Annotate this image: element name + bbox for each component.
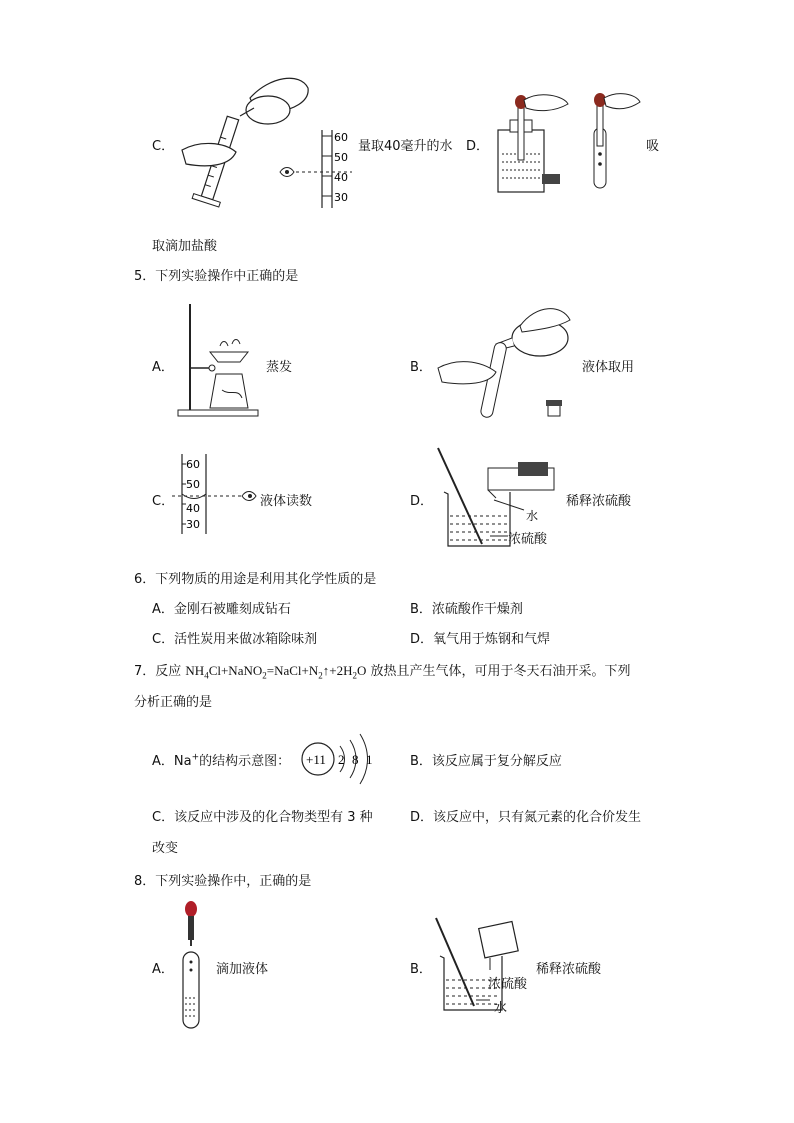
liquid-reading-figure <box>172 452 260 536</box>
evaporation-figure <box>176 300 260 418</box>
q4-c-caption: 量取40毫升的水 <box>358 139 453 154</box>
q8-b-caption: 稀释浓硫酸 <box>536 962 602 977</box>
q4-scale-60: 60 <box>334 131 348 144</box>
q5-scale-60: 60 <box>186 458 200 471</box>
q5-c-caption: 液体读数 <box>260 494 313 509</box>
q7-option-d-line2: 改变 <box>152 841 179 856</box>
q7-option-a: A．Na+的结构示意图： <box>152 752 291 769</box>
q4-scale-50: 50 <box>334 151 348 164</box>
q5-d-acid: 浓硫酸 <box>508 532 548 547</box>
dilution-incorrect-figure <box>432 914 536 1016</box>
q5-a-caption: 蒸发 <box>266 360 293 375</box>
q6-stem: 6．下列物质的用途是利用其化学性质的是 <box>134 572 377 587</box>
q5-b-label: B． <box>410 360 432 375</box>
nucleus-charge: +11 <box>306 752 326 767</box>
q4-d-label: D． <box>466 139 490 154</box>
q8-stem: 8．下列实验操作中，正确的是 <box>134 874 312 889</box>
q8-b-water: 水 <box>494 1001 508 1016</box>
q7-stem: 7．反应 $NH_4Cl+NaNO_2=NaCl+N_2↑+2H_2O$ 放热且产生气体，可用于冬天石油开采。下列 <box>134 663 631 681</box>
q5-b-caption: 液体取用 <box>582 360 635 375</box>
q8-a-label: A． <box>152 962 174 977</box>
q8-b-label: B． <box>410 962 432 977</box>
q4-d-caption-a: 吸 <box>646 139 660 154</box>
q5-c-label: C． <box>152 494 175 509</box>
q6-option-a: A．金刚石被雕刻成钻石 <box>152 602 291 617</box>
q5-d-label: D． <box>410 494 434 509</box>
q4-d-caption-b: 取滴加盐酸 <box>152 239 218 254</box>
q6-option-d: D．氧气用于炼钢和气焊 <box>410 632 551 647</box>
dropper-into-bottle-figure <box>494 90 644 200</box>
q5-d-caption: 稀释浓硫酸 <box>566 494 632 509</box>
q5-stem: 5．下列实验操作中正确的是 <box>134 269 299 284</box>
q6-option-b: B．浓硫酸作干燥剂 <box>410 602 523 617</box>
liquid-pouring-figure <box>436 298 576 422</box>
q4-scale-30: 30 <box>334 191 348 204</box>
q7-option-b: B．该反应属于复分解反应 <box>410 754 562 769</box>
sodium-ion-structure-diagram <box>298 730 386 788</box>
q4-scale-40: 40 <box>334 171 348 184</box>
q7-equation: $NH_4Cl+NaNO_2=NaCl+N_2↑+2H_2O$ <box>185 663 367 681</box>
q4-c-label: C． <box>152 139 175 154</box>
q7-option-d: D．该反应中，只有氮元素的化合价发生 <box>410 810 642 825</box>
q8-a-caption: 滴加液体 <box>216 962 269 977</box>
q7-stem-line2: 分析正确的是 <box>134 695 213 710</box>
q8-b-acid: 浓硫酸 <box>488 977 528 992</box>
q5-a-label: A． <box>152 360 174 375</box>
q5-scale-30: 30 <box>186 518 200 531</box>
dropping-liquid-figure <box>176 900 206 1032</box>
q7-option-c: C．该反应中涉及的化合物类型有 3 种 <box>152 810 373 825</box>
q5-d-water: 水 <box>526 509 539 523</box>
q6-option-c: C．活性炭用来做冰箱除味剂 <box>152 632 318 647</box>
shell-1: 2 <box>338 752 345 767</box>
q5-scale-40: 40 <box>186 502 200 515</box>
shell-2: 8 <box>352 752 359 767</box>
cylinder-scale-figure <box>276 128 360 212</box>
q5-scale-50: 50 <box>186 478 200 491</box>
shell-3: 1 <box>366 752 373 767</box>
